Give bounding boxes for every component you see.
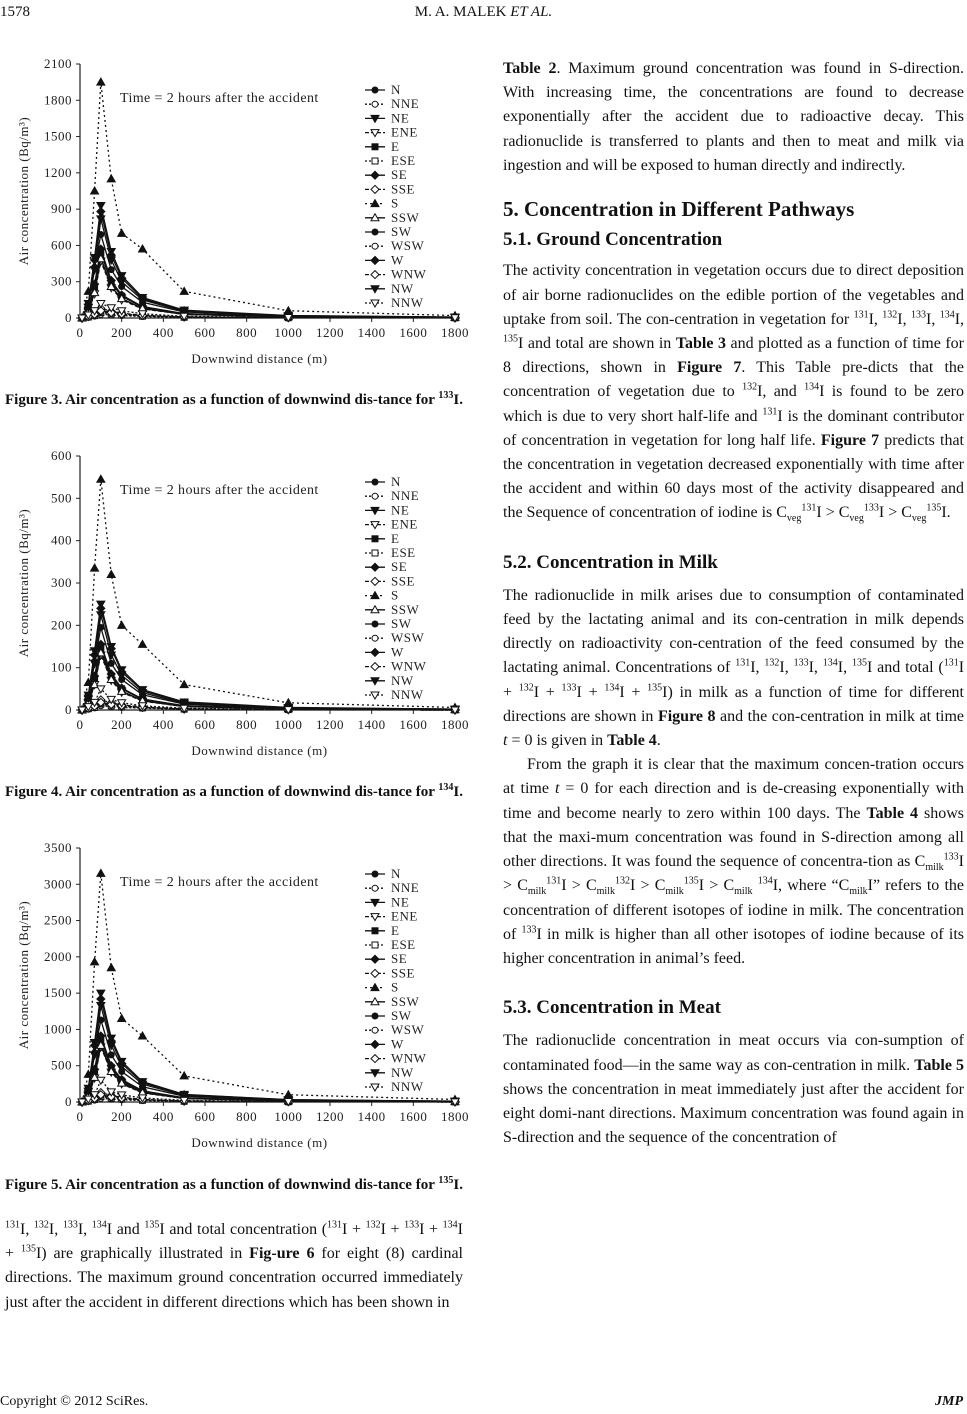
legend-label: E [391,138,400,154]
x-tick-label: 1400 [357,325,386,340]
legend-label: ENE [391,908,418,924]
paragraph-table2-continued: Table 2. Maximum ground concentration was found in S-direction. With increasing time, the concentrations are found to decrease exponentially after the accident due to radioactive decay. This radionuclide is transferred to plants and then to meat and milk via ingestion and will be exposed to human directly and indirectly. [503,60,964,174]
paragraph-milk: The radionuclide in milk arises due to consumption of contaminated feed by the lactating animal and its con-centration in milk depends directly on radioactivity con-centration of the feed consumed by the lactating animal. Concentrations of $^{131}$I, $^{132}$I, $^{133}$I, $^{134}$I, $^{135}$I and total ($^{131}$I + $^{132}$I + $^{133}$I + $^{134}$I + $^{135}$I) in milk as a function of time for different directions are shown in Figure 8 and the con-centration in milk at time t = 0 is given in Table 4. [503,586,965,750]
x-tick-label: 1200 [316,717,344,732]
legend-label: S [391,587,399,603]
legend-label: NW [391,672,414,688]
data-point-sw [108,660,114,666]
chart-annotation: Time = 2 hours after the accident [120,91,319,106]
legend-marker [372,635,378,641]
x-tick-label: 600 [194,325,216,340]
legend-label: E [391,530,400,546]
legend-label: SSW [391,993,420,1009]
section-5-1-heading: 5.1. Ground Concentration [503,229,723,251]
x-tick-label: 800 [236,1109,258,1124]
legend-label: W [391,644,404,660]
x-axis-label: Downwind distance (m) [191,1135,328,1150]
legend-label: NE [391,894,410,910]
figure-3-caption: Figure 3. Air concentration as a function of downwind dis-tance for $^{133}$I. [5,390,463,408]
x-tick-label: 800 [236,717,258,732]
legend-label: SSE [391,181,415,197]
y-tick-label: 3000 [44,876,72,892]
legend-marker [372,493,378,499]
figure-4 [10,440,469,765]
data-point-sw [108,267,114,273]
page-number: 1578 [0,4,30,20]
y-tick-label: 2500 [44,912,72,928]
legend-label: SW [391,224,412,239]
x-tick-label: 0 [76,1109,84,1124]
legend-label: S [391,979,399,995]
legend-label: SSW [391,601,420,617]
legend-label: SSW [391,209,420,225]
legend-label: E [391,922,400,938]
figure-5-caption: Figure 5. Air concentration as a function of downwind dis-tance for $^{135}$I. [5,1175,463,1193]
legend-label: ESE [391,545,416,560]
legend-label: SSE [391,573,415,589]
legend-marker [372,550,378,556]
legend-label: W [391,1036,404,1052]
chart-annotation: Time = 2 hours after the accident [120,483,319,498]
legend-label: ESE [391,153,416,168]
legend-marker [372,871,378,877]
paragraph-milk-graph: From the graph it is clear that the maximum concen-tration occurs at time t = 0 for each direction and is de-creasing exponentially with time and become nearly to zero within 100 days. The Table 4 shows that the maxi-mum concentration was found in S-direction among all other directions. It was found the sequence of concentra-tion as $C_{milk}^{133}I > C_{milk}^{131}I > C_{milk}^{132}I > C_{milk}^{135}I > C_{milk}$ $^{134}$I, where “$C_{milk}I$” refers to the concentration of different isotopes of iodine in milk. The concentration of $^{133}$I in milk is higher than all other isotopes of iodine because of its higher concentration in animal’s feed. [503,756,965,967]
y-tick-label: 1800 [44,92,72,108]
y-tick-label: 1500 [44,128,72,144]
figure-4-chart [10,440,469,765]
legend-label: WNW [391,1050,427,1066]
y-axis-label: Air concentration (Bq/m³) [16,116,31,266]
legend-label: NE [391,502,410,518]
running-head [0,4,967,21]
y-tick-label: 500 [51,1057,72,1073]
x-tick-label: 1800 [441,1109,469,1124]
section-5-2-heading: 5.2. Concentration in Milk [503,551,718,573]
x-tick-label: 400 [152,1109,174,1124]
figure-4-caption: Figure 4. Air concentration as a function of downwind dis-tance for $^{134}$I. [5,782,463,800]
figure-5 [10,832,469,1157]
legend-label: SE [391,167,408,183]
legend-label: N [391,82,401,97]
legend-label: WNW [391,658,427,674]
legend-marker [372,243,378,249]
legend-marker [372,621,378,627]
y-tick-label: 600 [51,448,72,463]
paragraph-ground-concentration: The activity concentration in vegetation occurs due to direct deposition of air borne radionuclides on the edible portion of the vegetables and uptake from soil. The con-centration in vegetation for $^{131}$I, $^{132}$I, $^{133}$I, $^{134}$I, $^{135}$I and total are shown in Table 3 and plotted as a function of time for 8 directions, shown in Figure 7. This Table pre-dicts that the concentration of vegetation due to $^{132}$I, and $^{134}$I is found to be zero which is due to very short half-life and $^{131}$I is the dominant contributor of concentration in vegetation for long half life. Figure 7 predicts that the concentration in vegetation decreased exponentially with time after the accident and within 60 days most of the activity disappeared and the Sequence of concentration of iodine is $C_{veg}^{131}I > C_{veg}^{133}I > C_{veg}^{135}I$. [503,262,965,525]
y-axis-label: Air concentration (Bq/m³) [16,508,31,658]
left-column-text [5,1218,463,1315]
legend-label: SE [391,951,408,967]
legend-label: NNE [391,880,420,896]
y-tick-label: 200 [51,617,72,633]
running-head-authors: M. A. MALEK [414,4,507,20]
legend-label: NNE [391,488,420,504]
x-tick-label: 0 [76,325,84,340]
x-tick-label: 1000 [274,717,303,732]
legend-label: NNW [391,295,424,310]
y-tick-label: 2100 [44,56,72,71]
right-column-text [503,57,964,1150]
x-tick-label: 1200 [316,325,344,340]
figure-3 [10,48,469,373]
legend-marker [372,479,378,485]
legend-label: S [391,195,399,211]
section-5-heading: 5. Concentration in Different Pathways [503,197,855,222]
y-tick-label: 900 [51,201,72,217]
x-tick-label: 1600 [399,325,428,340]
x-tick-label: 200 [111,717,133,732]
legend-label: SW [391,616,412,631]
x-tick-label: 1600 [399,717,428,732]
y-axis-label: Air concentration (Bq/m³) [16,900,31,1050]
y-tick-label: 1200 [44,164,72,180]
y-tick-label: 300 [51,273,72,289]
figure-3-chart [10,48,469,373]
legend-label: NE [391,110,410,126]
data-point-sw [108,1052,114,1058]
y-tick-label: 0 [65,702,72,717]
legend-label: W [391,252,404,268]
y-tick-label: 1500 [44,985,72,1001]
y-tick-label: 3500 [44,840,72,855]
legend-marker [372,885,378,891]
legend-label: WSW [391,630,425,646]
legend-marker [372,87,378,93]
copyright: Copyright © 2012 SciRes. [0,1394,149,1409]
x-tick-label: 1800 [441,717,469,732]
legend-label: NW [391,280,414,296]
legend-label: ESE [391,937,416,952]
legend-marker [372,229,378,235]
x-tick-label: 1600 [399,1109,428,1124]
y-tick-label: 400 [51,532,72,548]
x-axis-label: Downwind distance (m) [191,743,328,758]
legend-label: ENE [391,516,418,532]
legend-label: WNW [391,266,427,282]
y-tick-label: 0 [65,1094,72,1109]
legend-marker [372,942,378,948]
paragraph-meat: The radionuclide concentration in meat occurs via con-sumption of contaminated food—in the same way as con-centration in milk. Table 5 shows the concentration in meat immediately just after the accident for eight domi-nant directions. Maximum concentration was found again in S-direction and the sequence of the concentration of [503,1032,964,1147]
x-tick-label: 200 [111,1109,133,1124]
figure-5-chart [10,832,469,1157]
legend-label: SW [391,1008,412,1023]
legend-label: ENE [391,124,418,140]
x-tick-label: 400 [152,717,174,732]
x-tick-label: 600 [194,717,216,732]
y-tick-label: 300 [51,575,72,590]
x-tick-label: 1400 [357,1109,386,1124]
x-tick-label: 1200 [316,1109,344,1124]
y-tick-label: 2000 [44,948,72,964]
x-tick-label: 400 [152,325,174,340]
x-tick-label: 800 [236,325,258,340]
legend-label: N [391,866,401,881]
x-tick-label: 1000 [274,1109,303,1124]
legend-marker [372,928,378,934]
legend-label: NNE [391,96,420,112]
legend-label: NW [391,1064,414,1080]
paragraph-isotopes: $^{131}$I, $^{132}$I, $^{133}$I, $^{134}$I and $^{135}$I and total concentration ($^{131}$I + $^{132}$I + $^{133}$I + $^{134}$I + $^{135}$I) are graphically illustrated in Fig-ure 6 for eight (8) cardinal directions. The maximum ground concentration occurred immediately just after the accident in different directions which has been shown in [5,1219,464,1311]
x-tick-label: 600 [194,1109,216,1124]
y-tick-label: 1000 [44,1021,72,1037]
chart-annotation: Time = 2 hours after the accident [120,875,319,890]
legend-label: SSE [391,965,415,981]
x-tick-label: 1800 [441,325,469,340]
x-axis-label: Downwind distance (m) [191,351,328,366]
legend-label: WSW [391,238,425,254]
y-tick-label: 100 [51,659,72,675]
section-5-3-heading: 5.3. Concentration in Meat [503,997,721,1019]
legend-marker [372,1027,378,1033]
legend-label: NNW [391,1079,424,1094]
legend-marker [372,536,378,542]
legend-marker [372,144,378,150]
legend-label: WSW [391,1022,425,1038]
legend-label: N [391,474,401,489]
legend-label: SE [391,559,408,575]
legend-marker [372,158,378,164]
y-tick-label: 500 [51,490,72,506]
journal-name: JMP [935,1394,963,1409]
y-tick-label: 0 [65,310,72,325]
running-head-etal: ET AL. [510,4,553,20]
legend-marker [372,1013,378,1019]
legend-label: NNW [391,687,424,702]
x-tick-label: 1400 [357,717,386,732]
x-tick-label: 1000 [274,325,303,340]
x-tick-label: 0 [76,717,84,732]
y-tick-label: 600 [51,237,72,253]
x-tick-label: 200 [111,325,133,340]
legend-marker [372,101,378,107]
